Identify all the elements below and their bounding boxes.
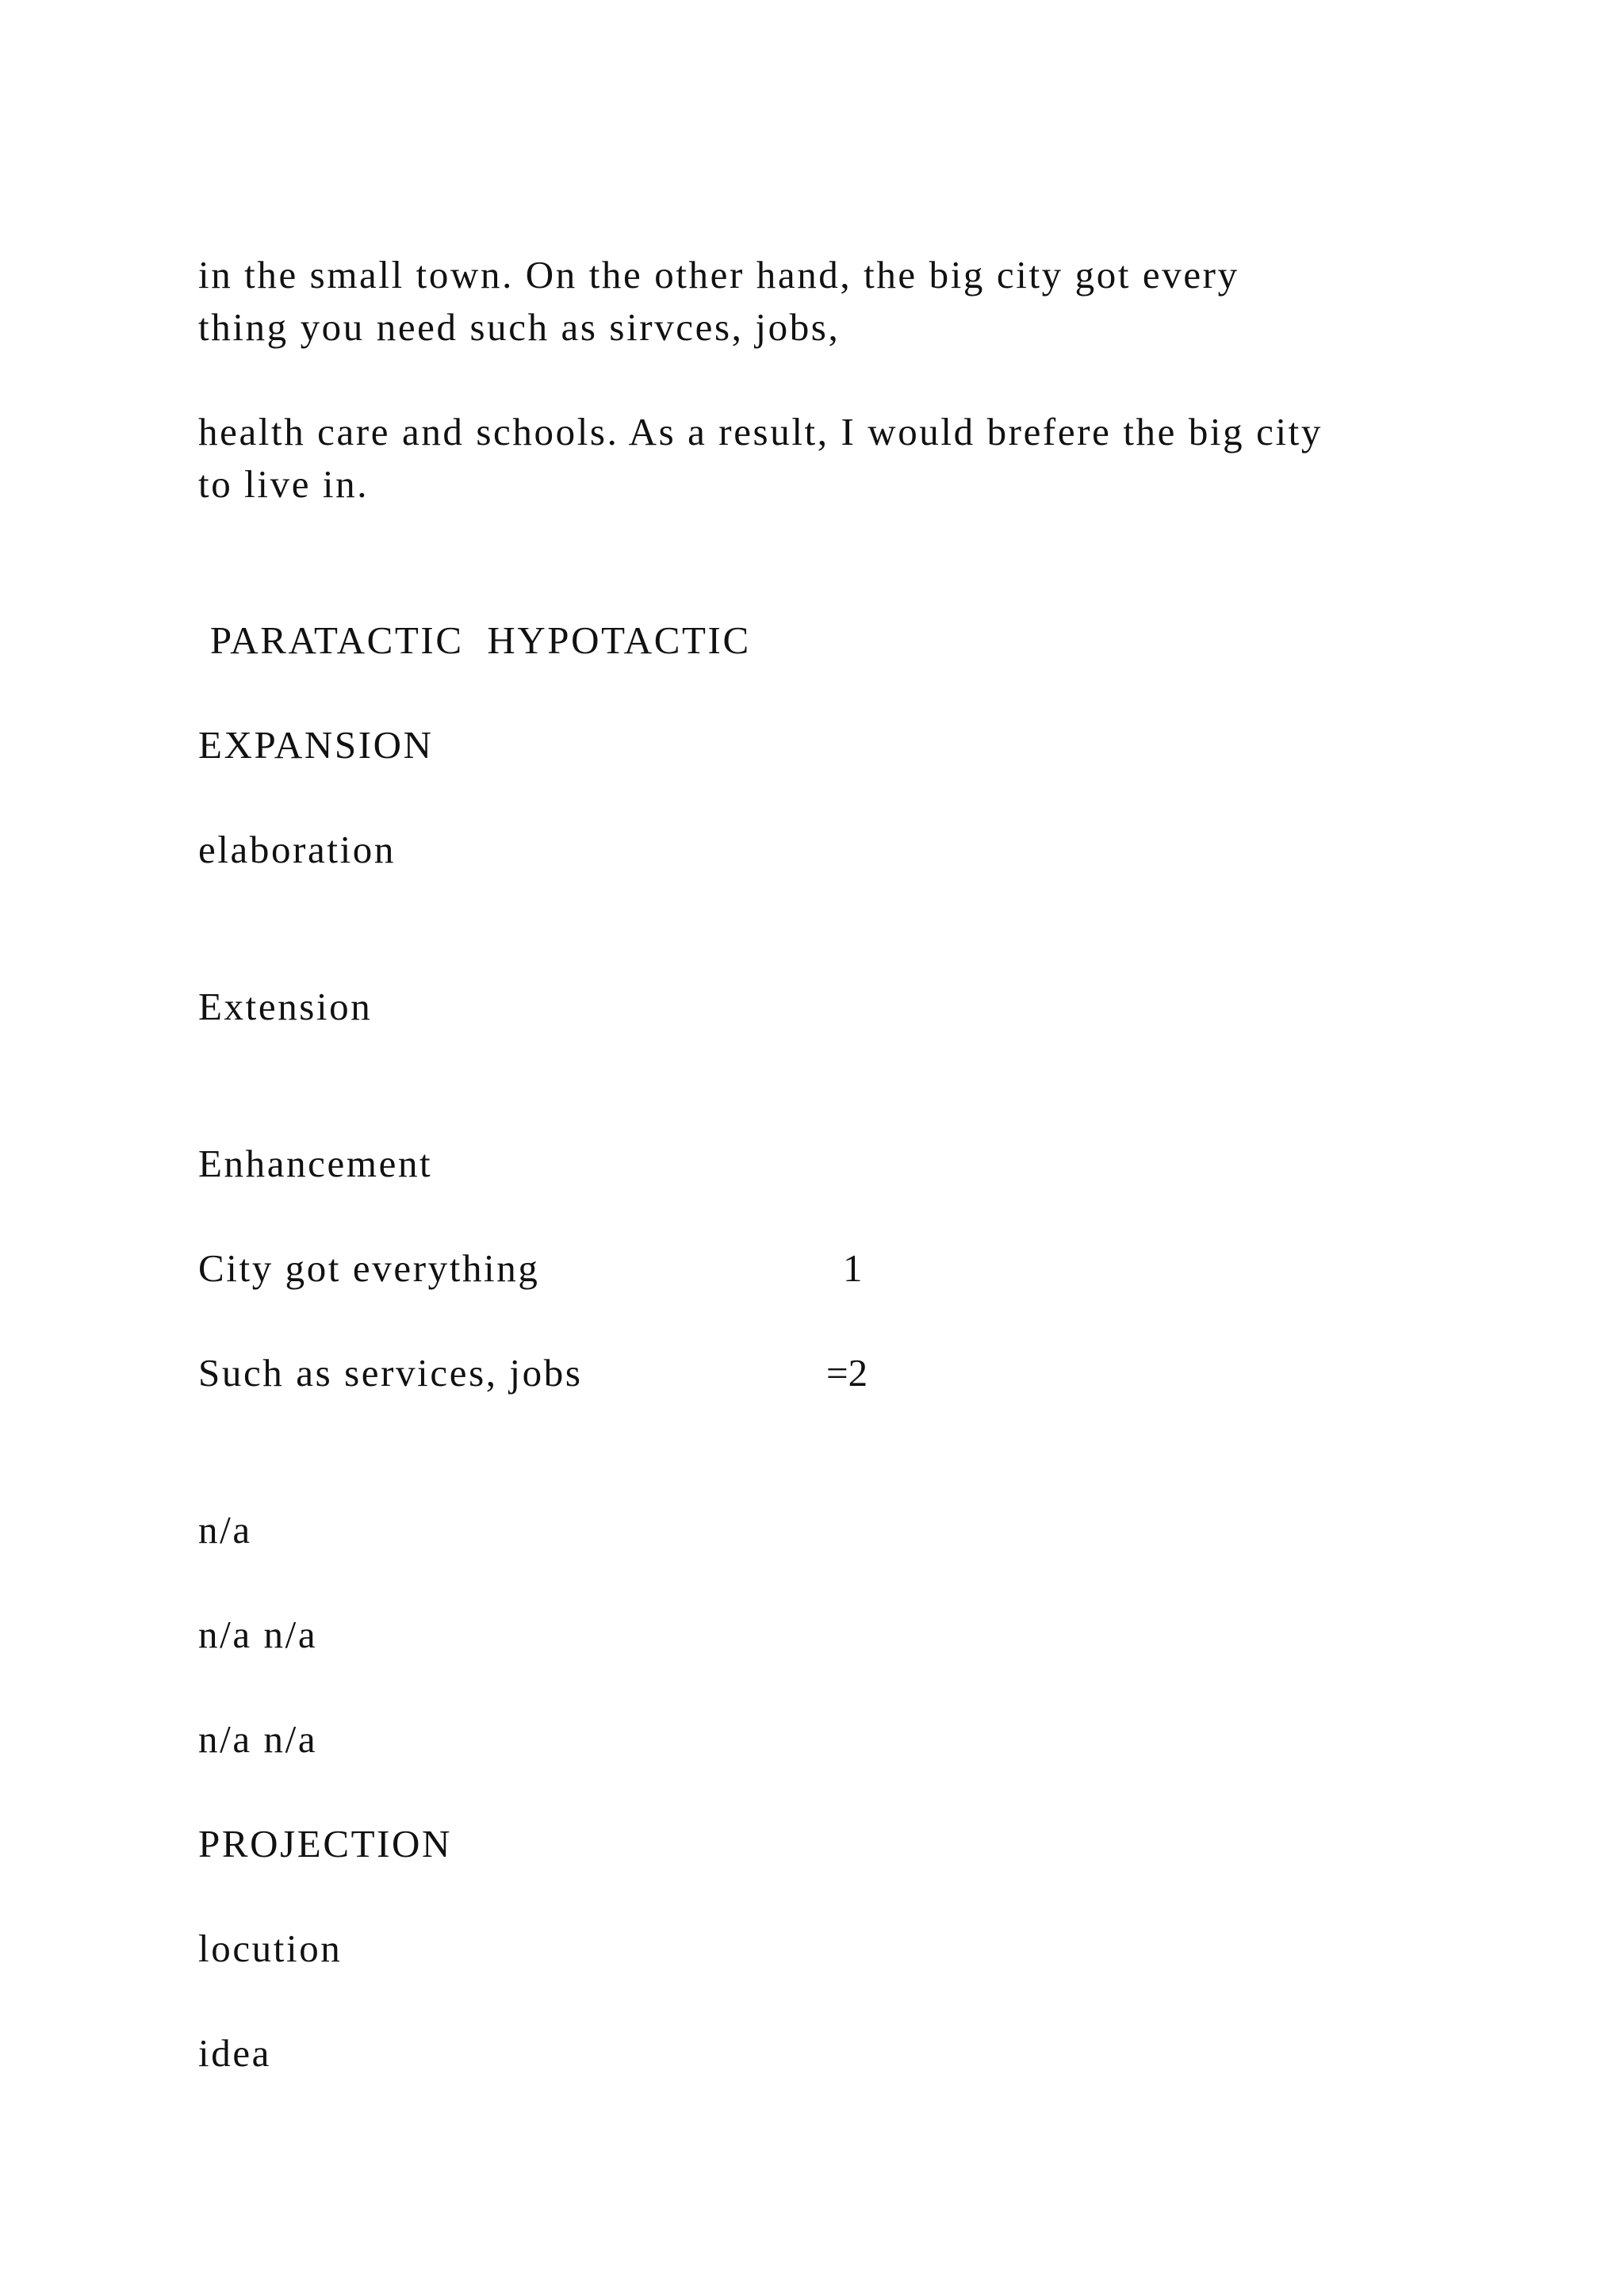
- paragraph-2-line-1: health care and schools. As a result, I would brefere the big city: [198, 410, 1323, 453]
- analysis-clause-2: Such as services, jobs: [198, 1351, 583, 1395]
- paragraph-1-line-1: in the small town. On the other hand, the big city got every: [198, 253, 1239, 297]
- na-entry-1: n/a: [198, 1508, 252, 1552]
- analysis-clause-1: City got everything: [198, 1246, 540, 1290]
- locution-label: locution: [198, 1927, 343, 1970]
- analysis-mark-1: 1: [843, 1246, 863, 1290]
- enhancement-label: Enhancement: [198, 1142, 433, 1185]
- projection-heading: PROJECTION: [198, 1822, 453, 1866]
- extension-label: Extension: [198, 985, 373, 1028]
- expansion-heading: EXPANSION: [198, 723, 434, 767]
- analysis-mark-2: =2: [826, 1351, 868, 1395]
- idea-label: idea: [198, 2031, 272, 2075]
- paratactic-hypotactic-header: PARATACTIC HYPOTACTIC: [198, 618, 751, 662]
- na-entry-3: n/a n/a: [198, 1717, 318, 1761]
- paragraph-1-line-2: thing you need such as sirvces, jobs,: [198, 305, 841, 349]
- paragraph-2-line-2: to live in.: [198, 462, 370, 506]
- na-entry-2: n/a n/a: [198, 1613, 318, 1656]
- elaboration-label: elaboration: [198, 828, 396, 871]
